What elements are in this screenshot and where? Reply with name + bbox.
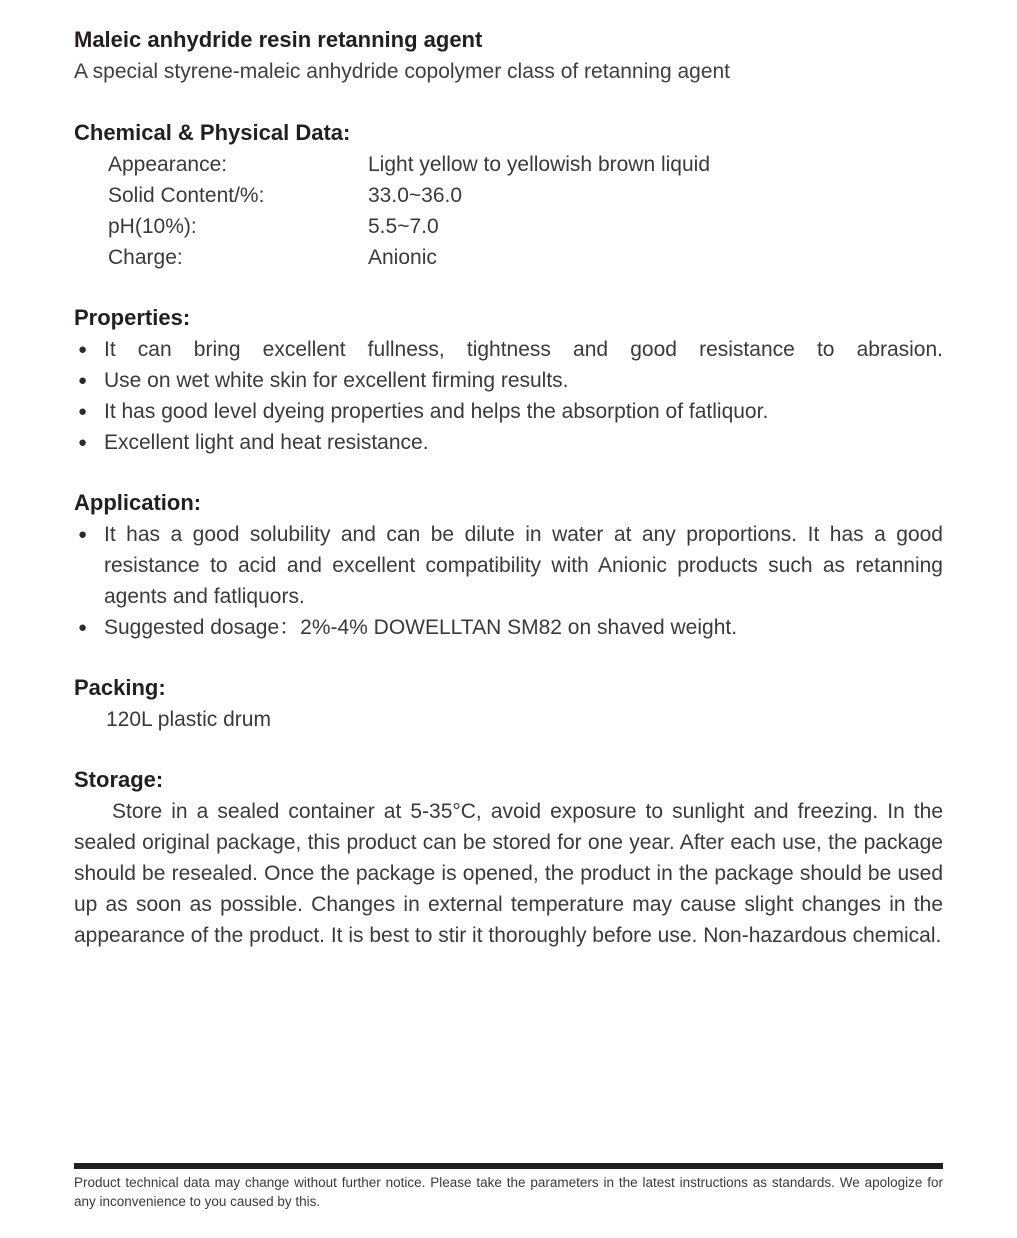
packing-text: 120L plastic drum (106, 708, 271, 731)
storage-heading: Storage: (74, 767, 164, 792)
bullet-text: Use on wet white skin for excellent firming results. (104, 369, 569, 392)
page-subtitle: A special styrene-maleic anhydride copolymer class of retanning agent (74, 60, 731, 83)
bullet-icon: ● (78, 403, 88, 420)
bullet-icon: ● (78, 619, 88, 636)
properties-heading: Properties: (74, 305, 191, 330)
data-row-ph (74, 211, 943, 242)
application-bullet-item (74, 519, 943, 612)
application-bullet-item (74, 612, 943, 643)
property-bullet-item (74, 427, 943, 458)
data-row-solid-content (74, 180, 943, 211)
section-application (74, 487, 943, 643)
section-packing (74, 672, 943, 735)
bullet-icon: ● (78, 526, 88, 543)
property-value: 5.5~7.0 (368, 215, 439, 238)
page-footer (74, 1163, 943, 1211)
property-bullet-item (74, 365, 943, 396)
property-label: Appearance: (108, 153, 228, 176)
page-title: Maleic anhydride resin retanning agent (74, 27, 483, 52)
property-value: Light yellow to yellowish brown liquid (368, 153, 711, 176)
property-label: pH(10%): (108, 215, 197, 238)
application-heading: Application: (74, 490, 202, 515)
chemical-data-table (74, 149, 943, 273)
property-label: Charge: (108, 246, 183, 269)
packing-heading: Packing: (74, 675, 166, 700)
properties-bullet-list (74, 334, 943, 458)
footer-disclaimer: Product technical data may change without further notice. Please take the parameters in the latest instructions as standards. We apologize for any inconvenience to you caused by this. (74, 1175, 943, 1209)
bullet-text: Excellent light and heat resistance. (104, 431, 429, 454)
section-properties (74, 302, 943, 458)
data-row-charge (74, 242, 943, 273)
property-value: 33.0~36.0 (368, 184, 463, 207)
bullet-icon: ● (78, 434, 88, 451)
footer-divider (74, 1163, 943, 1169)
bullet-text: Suggested dosage：2%-4% DOWELLTAN SM82 on shaved weight. (104, 616, 738, 639)
section-storage (74, 764, 943, 951)
property-bullet-item (74, 334, 943, 365)
storage-paragraph: Store in a sealed container at 5-35°C, avoid exposure to sunlight and freezing. In the sealed original package, this product can be stored for one year. After each use, the package should be resealed. Once the package is opened, the product in the package should be used up as soon as possible. Changes in external temperature may cause slight changes in the appearance of the product. It is best to stir it thoroughly before use. Non-hazardous chemical. (74, 800, 943, 947)
bullet-text: It has a good solubility and can be dilute in water at any proportions. It has a good resistance to acid and excellent compatibility with Anionic products such as retanning agents and fatliquors. (104, 523, 943, 608)
data-row-appearance (74, 149, 943, 180)
property-label: Solid Content/%: (108, 184, 265, 207)
chemical-data-heading: Chemical & Physical Data: (74, 120, 351, 145)
bullet-text: It can bring excellent fullness, tightness and good resistance to abrasion. (104, 338, 943, 361)
bullet-text: It has good level dyeing properties and helps the absorption of fatliquor. (104, 400, 769, 423)
application-bullet-list (74, 519, 943, 643)
bullet-icon: ● (78, 341, 88, 358)
section-chemical-physical-data (74, 117, 943, 273)
property-bullet-item (74, 396, 943, 427)
bullet-icon: ● (78, 372, 88, 389)
property-value: Anionic (368, 246, 437, 269)
